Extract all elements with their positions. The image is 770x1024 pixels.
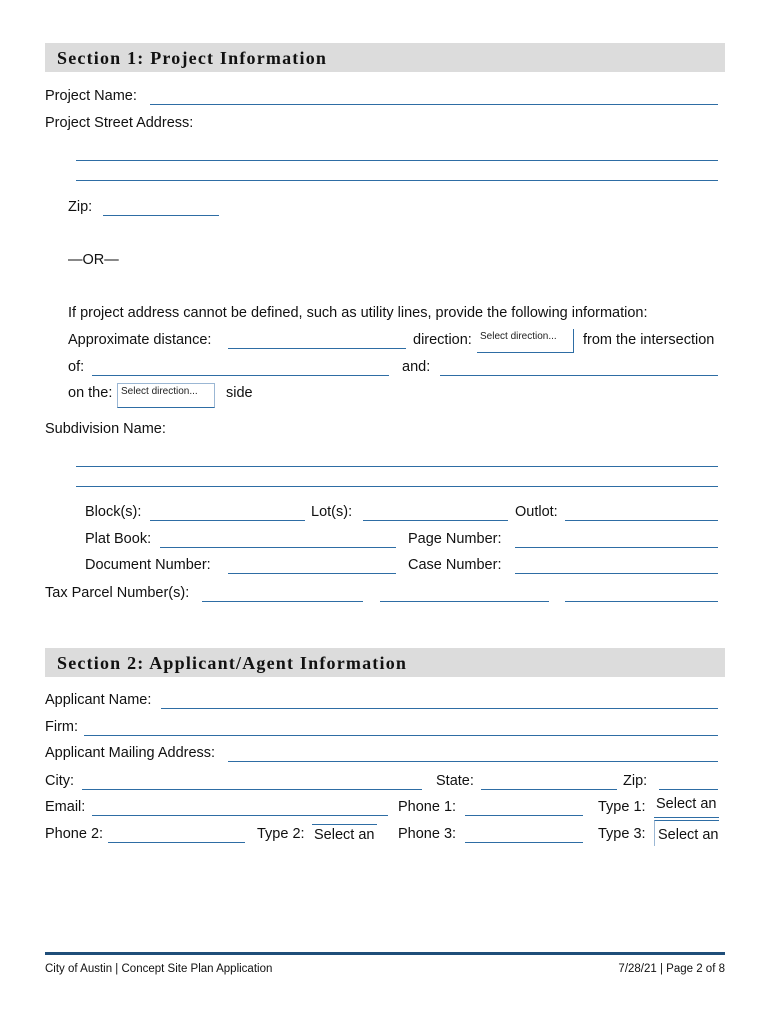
state-field[interactable] bbox=[481, 772, 617, 790]
outlot-label: Outlot: bbox=[515, 504, 558, 520]
undefined-address-instructions: If project address cannot be defined, such as utility lines, provide the following information: bbox=[68, 305, 648, 321]
tax-parcel-2-field[interactable] bbox=[380, 584, 549, 602]
direction-select-value: Select direction... bbox=[480, 331, 557, 342]
firm-field[interactable] bbox=[84, 718, 718, 736]
lots-label: Lot(s): bbox=[311, 504, 353, 520]
zip-label-2: Zip: bbox=[623, 773, 648, 789]
page-number-label: Page Number: bbox=[408, 531, 502, 547]
page-number-field[interactable] bbox=[515, 530, 718, 548]
side-select[interactable] bbox=[117, 383, 215, 408]
subdivision-line-1-field[interactable] bbox=[76, 449, 718, 467]
mailing-address-label: Applicant Mailing Address: bbox=[45, 745, 216, 761]
plat-book-label: Plat Book: bbox=[85, 531, 152, 547]
section-1-title: Section 1: Project Information bbox=[57, 48, 328, 68]
phone2-field[interactable] bbox=[108, 825, 245, 843]
applicant-zip-field[interactable] bbox=[659, 772, 718, 790]
firm-label: Firm: bbox=[45, 719, 79, 735]
type3-label: Type 3: bbox=[598, 826, 646, 842]
intersection-street-1-field[interactable] bbox=[92, 358, 389, 376]
document-number-field[interactable] bbox=[228, 556, 396, 574]
subdivision-line-2-field[interactable] bbox=[76, 469, 718, 487]
direction-label: direction: bbox=[413, 332, 472, 348]
blocks-field[interactable] bbox=[150, 503, 305, 521]
phone2-label: Phone 2: bbox=[45, 826, 104, 842]
section-1-header bbox=[45, 43, 725, 72]
project-name-field[interactable] bbox=[150, 87, 718, 105]
state-label: State: bbox=[436, 773, 474, 789]
applicant-name-field[interactable] bbox=[161, 691, 718, 709]
plat-book-field[interactable] bbox=[160, 530, 396, 548]
case-number-label: Case Number: bbox=[408, 557, 502, 573]
phone3-field[interactable] bbox=[465, 825, 583, 843]
subdivision-label: Subdivision Name: bbox=[45, 421, 166, 437]
type1-select-value: Select an bbox=[656, 796, 717, 812]
email-field[interactable] bbox=[92, 798, 388, 816]
phone3-label: Phone 3: bbox=[398, 826, 457, 842]
city-label: City: bbox=[45, 773, 74, 789]
direction-select[interactable] bbox=[477, 329, 574, 353]
tax-parcel-label: Tax Parcel Number(s): bbox=[45, 585, 190, 601]
side-label: side bbox=[226, 385, 253, 401]
outlot-field[interactable] bbox=[565, 503, 718, 521]
or-text: —OR— bbox=[68, 252, 119, 268]
section-2-title: Section 2: Applicant/Agent Information bbox=[57, 653, 408, 673]
street-address-line-1-field[interactable] bbox=[76, 143, 718, 161]
footer-rule bbox=[45, 952, 725, 955]
approx-distance-field[interactable] bbox=[228, 331, 406, 349]
blocks-label: Block(s): bbox=[85, 504, 142, 520]
and-label: and: bbox=[402, 359, 431, 375]
footer-page-number: 7/28/21 | Page 2 of 8 bbox=[618, 963, 725, 975]
lots-field[interactable] bbox=[363, 503, 508, 521]
type1-select[interactable] bbox=[654, 796, 719, 818]
intersection-street-2-field[interactable] bbox=[440, 358, 718, 376]
type2-label: Type 2: bbox=[257, 826, 305, 842]
zip-label: Zip: bbox=[68, 199, 93, 215]
city-field[interactable] bbox=[82, 772, 422, 790]
type2-select[interactable] bbox=[312, 824, 377, 848]
type3-select-value: Select an bbox=[658, 827, 719, 843]
from-intersection-text: from the intersection bbox=[583, 332, 715, 348]
mailing-address-field[interactable] bbox=[228, 744, 718, 762]
street-address-line-2-field[interactable] bbox=[76, 163, 718, 181]
street-address-label: Project Street Address: bbox=[45, 115, 194, 131]
side-select-value: Select direction... bbox=[121, 386, 198, 397]
tax-parcel-3-field[interactable] bbox=[565, 584, 718, 602]
zip-field[interactable] bbox=[103, 198, 219, 216]
of-label: of: bbox=[68, 359, 85, 375]
project-name-label: Project Name: bbox=[45, 88, 137, 104]
approx-distance-label: Approximate distance: bbox=[68, 332, 212, 348]
email-label: Email: bbox=[45, 799, 86, 815]
applicant-name-label: Applicant Name: bbox=[45, 692, 152, 708]
tax-parcel-1-field[interactable] bbox=[202, 584, 363, 602]
document-number-label: Document Number: bbox=[85, 557, 211, 573]
on-the-label: on the: bbox=[68, 385, 113, 401]
section-2-header bbox=[45, 648, 725, 677]
phone1-field[interactable] bbox=[465, 798, 583, 816]
type3-select[interactable] bbox=[654, 820, 719, 846]
case-number-field[interactable] bbox=[515, 556, 718, 574]
type1-label: Type 1: bbox=[598, 799, 646, 815]
footer-left-text: City of Austin | Concept Site Plan Application bbox=[45, 963, 273, 975]
phone1-label: Phone 1: bbox=[398, 799, 457, 815]
type2-select-value: Select an bbox=[314, 827, 375, 843]
